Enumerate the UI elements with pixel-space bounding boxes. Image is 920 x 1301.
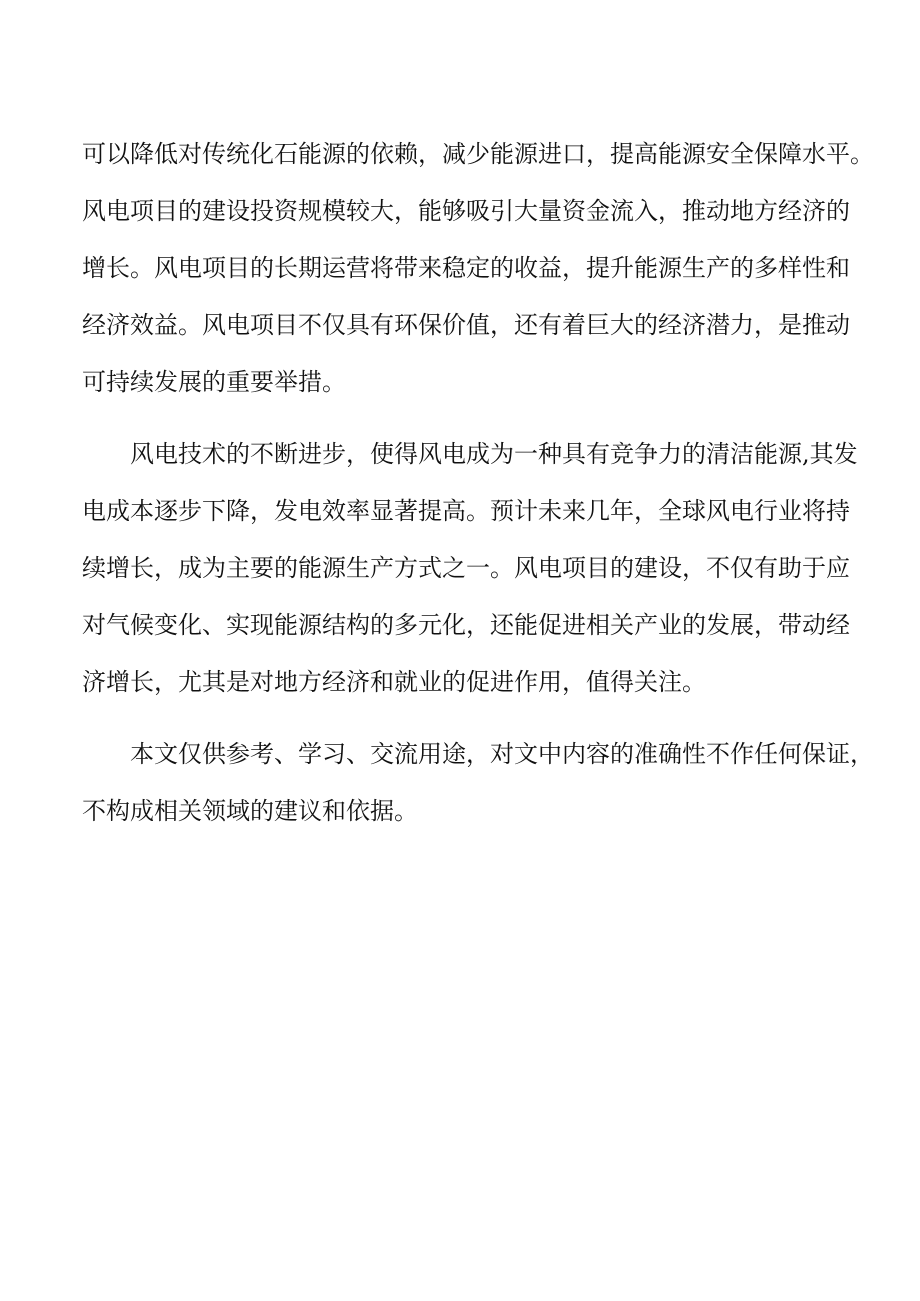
paragraph-line: 风电项目的建设投资规模较大，能够吸引大量资金流入，推动地方经济的 [82,197,850,225]
paragraph-line: 经济效益。风电项目不仅具有环保价值，还有着巨大的经济潜力，是推动 [82,311,850,339]
paragraph-3-disclaimer [82,726,874,840]
paragraph-line: 济增长，尤其是对地方经济和就业的促进作用，值得关注。 [82,668,706,696]
paragraph-1 [82,126,874,411]
paragraph-line: 本文仅供参考、学习、交流用途，对文中内容的准确性不作任何保证， [130,740,874,768]
paragraph-line: 对气候变化、实现能源结构的多元化，还能促进相关产业的发展，带动经 [82,611,850,639]
paragraph-2 [82,426,858,711]
paragraph-line: 增长。风电项目的长期运营将带来稳定的收益，提升能源生产的多样性和 [82,254,850,282]
paragraph-line: 可持续发展的重要举措。 [82,368,346,396]
paragraph-line: 续增长，成为主要的能源生产方式之一。风电项目的建设，不仅有助于应 [82,554,850,582]
paragraph-line: 电成本逐步下降，发电效率显著提高。预计未来几年，全球风电行业将持 [82,497,850,525]
paragraph-line: 可以降低对传统化石能源的依赖，减少能源进口，提高能源安全保障水平。 [82,140,874,168]
paragraph-line: 不构成相关领域的建议和依据。 [82,797,418,825]
document-body [82,126,874,855]
paragraph-line: 风电技术的不断进步，使得风电成为一种具有竞争力的清洁能源,其发 [130,440,858,468]
